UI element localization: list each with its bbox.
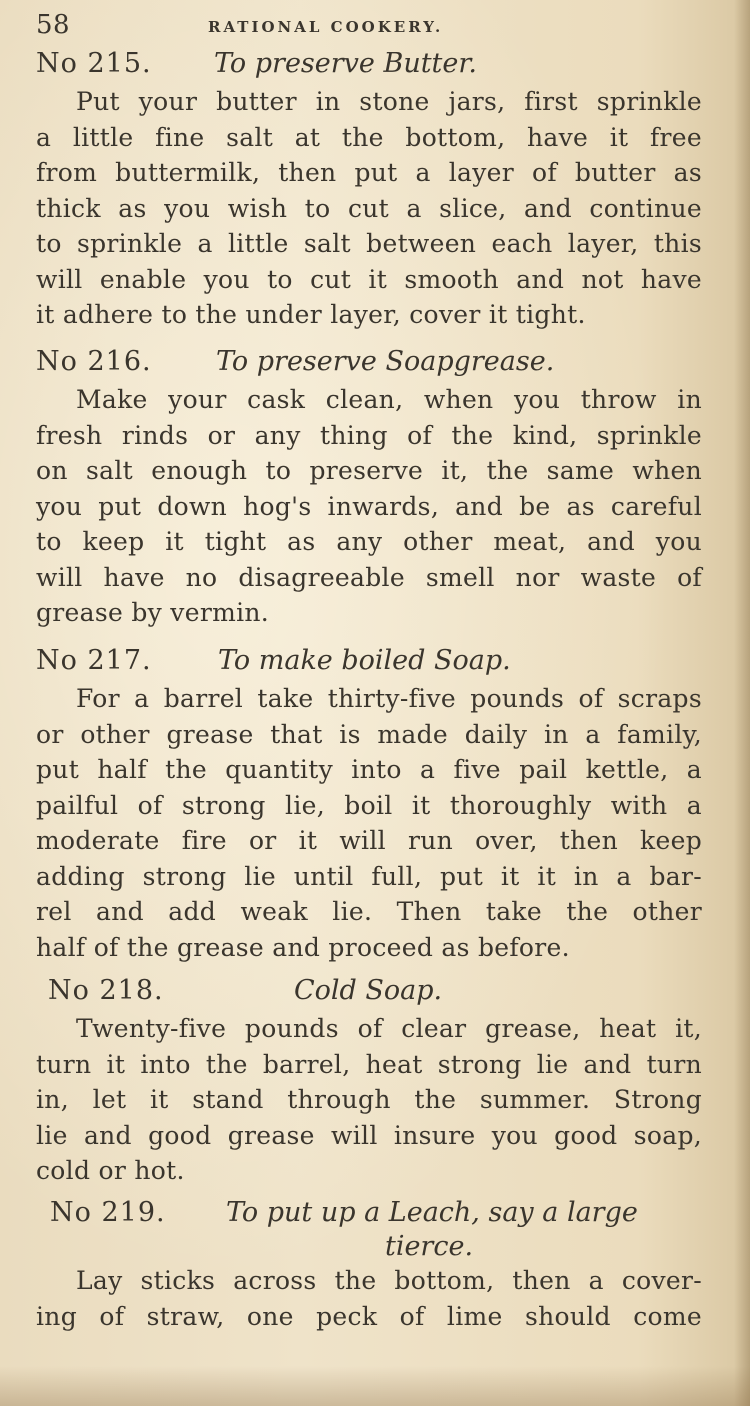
recipe-title: To put up a Leach, say a large — [226, 1197, 638, 1228]
recipe-title: Cold Soap. — [294, 975, 443, 1006]
recipe-heading — [36, 1197, 702, 1233]
recipe-text-line: grease by vermin. — [36, 598, 270, 627]
recipe-text-line: adding strong lie until full, put it it in a bar- — [36, 861, 702, 891]
recipe-216 — [36, 346, 702, 631]
recipe-text-line: Put your butter in stone jars, first sprinkle — [76, 87, 702, 116]
recipe-heading — [36, 346, 702, 382]
recipe-text-line: a little fine salt at the bottom, have it free — [36, 122, 702, 152]
recipe-heading — [36, 48, 702, 84]
recipe-text-line: it adhere to the under layer, cover it tight. — [36, 300, 586, 329]
recipe-219 — [36, 1197, 702, 1334]
recipe-text-line: lie and good grease will insure you good soap, — [36, 1120, 702, 1150]
recipe-text-line: to keep it tight as any other meat, and you — [36, 527, 702, 556]
recipe-text-line: Make your cask clean, when you throw in — [76, 385, 702, 414]
recipe-text-line: on salt enough to preserve it, the same when — [36, 456, 702, 485]
recipe-text-line: Lay sticks across the bottom, then a cover- — [76, 1266, 702, 1295]
recipe-text-line: For a barrel take thirty-five pounds of scraps — [76, 684, 702, 713]
recipe-text-line: rel and add weak lie. Then take the other — [36, 897, 702, 926]
recipe-text-line: moderate fire or it will run over, then keep — [36, 826, 702, 855]
recipe-number: No 217. — [36, 645, 152, 676]
page-bottom-shadow — [0, 1366, 750, 1406]
running-title: RATIONAL COOKERY. — [208, 18, 444, 36]
recipe-text-line: fresh rinds or any thing of the kind, sprinkle — [36, 420, 702, 450]
recipe-title: To make boiled Soap. — [218, 645, 511, 676]
recipe-text-line: thick as you wish to cut a slice, and continue — [36, 193, 702, 223]
recipe-218 — [36, 975, 702, 1189]
recipe-heading — [36, 645, 702, 681]
recipe-text-line: put half the quantity into a five pail kettle, a — [36, 755, 702, 784]
recipe-text-line: turn it into the barrel, heat strong lie and turn — [36, 1049, 702, 1079]
recipe-text-line: cold or hot. — [36, 1156, 185, 1185]
recipe-217 — [36, 645, 702, 965]
recipe-text-line: ing of straw, one peck of lime should come — [36, 1301, 702, 1331]
recipe-215 — [36, 48, 702, 333]
page-number: 58 — [36, 10, 71, 40]
recipe-text-line: will have no disagreeable smell nor waste of — [36, 562, 702, 592]
recipe-text-line: in, let it stand through the summer. Strong — [36, 1085, 702, 1114]
recipe-text-line: to sprinkle a little salt between each layer, this — [36, 229, 702, 258]
recipe-title: To preserve Butter. — [214, 48, 477, 79]
recipe-text-line: from buttermilk, then put a layer of butter as — [36, 158, 702, 187]
recipe-text-line: or other grease that is made daily in a family, — [36, 719, 702, 749]
recipe-text-line: pailful of strong lie, boil it thoroughly with a — [36, 790, 702, 820]
recipe-text-line: you put down hog's inwards, and be as careful — [36, 491, 702, 521]
recipe-text-line: will enable you to cut it smooth and not have — [36, 264, 702, 294]
recipe-number: No 218. — [48, 975, 164, 1006]
page-header — [36, 4, 696, 44]
recipe-title: To preserve Soapgrease. — [216, 346, 555, 377]
recipe-number: No 216. — [36, 346, 152, 377]
recipe-heading — [36, 975, 702, 1011]
recipe-number: No 219. — [50, 1197, 166, 1228]
recipe-text-line: half of the grease and proceed as before. — [36, 932, 570, 962]
recipe-number: No 215. — [36, 48, 152, 79]
page-edge-shadow — [734, 0, 750, 1406]
recipe-title-continuation: tierce. — [384, 1231, 474, 1262]
recipe-text-line: Twenty-five pounds of clear grease, heat it, — [76, 1014, 702, 1043]
